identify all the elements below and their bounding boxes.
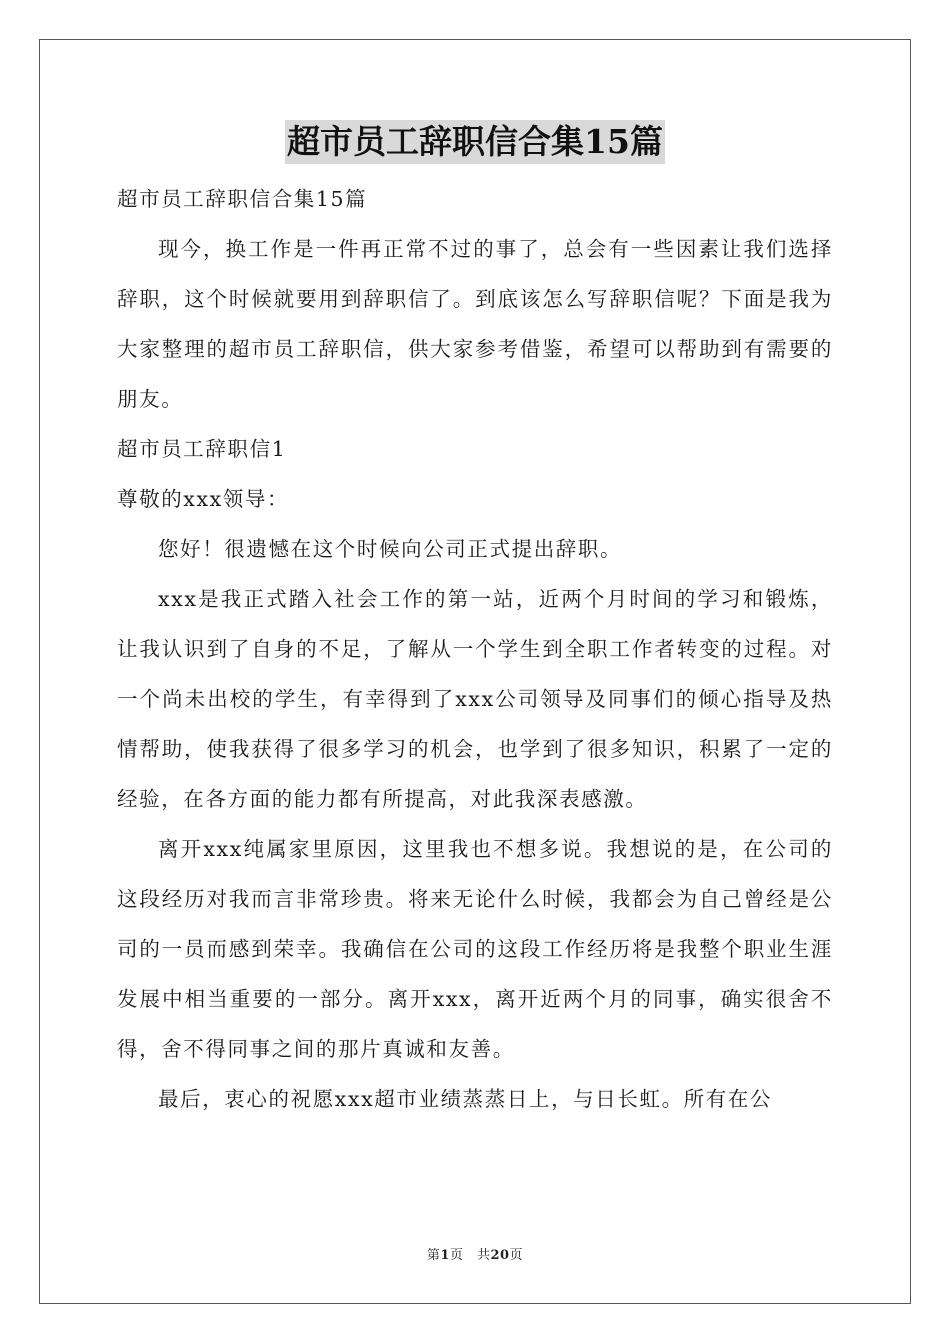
footer-prefix: 第 (426, 1248, 441, 1263)
paragraph-body-2: 离开xxx纯属家里原因，这里我也不想多说。我想说的是，在公司的这段经历对我而言非常珍贵。将来无论什么时候，我都会为自己曾经是公司的一员而感到荣幸。我确信在公司的这段工作经历将是我整个职业生涯发展中相当重要的一部分。离开xxx，离开近两个月的同事，确实很舍不得，舍不得同事之间的那片真诚和友善。 (117, 837, 833, 1061)
paragraph-body-3: 最后，衷心的祝愿xxx超市业绩蒸蒸日上，与日长虹。所有在公 (158, 1087, 773, 1111)
document-title: 超市员工辞职信合集15篇 (285, 120, 665, 164)
paragraph-greeting: 您好！很遗憾在这个时候向公司正式提出辞职。 (158, 537, 623, 561)
paragraph-letter-heading: 超市员工辞职信1 (117, 437, 287, 461)
footer-total-pages: 20 (490, 1248, 510, 1263)
paragraph-body-1: xxx是我正式踏入社会工作的第一站，近两个月时间的学习和锻炼，让我认识到了自身的不足，了解从一个学生到全职工作者转变的过程。对一个尚未出校的学生，有幸得到了xxx公司领导及同事们的倾心指导及热情帮助，使我获得了很多学习的机会，也学到了很多知识，积累了一定的经验，在各方面的能力都有所提高，对此我深表感激。 (117, 587, 833, 811)
footer-mid: 页 共 (449, 1248, 491, 1263)
footer-current-page: 1 (440, 1248, 450, 1263)
paragraph-subtitle: 超市员工辞职信合集15篇 (117, 187, 368, 211)
paragraph-intro: 现今，换工作是一件再正常不过的事了，总会有一些因素让我们选择辞职，这个时候就要用到辞职信了。到底该怎么写辞职信呢？下面是我为大家整理的超市员工辞职信，供大家参考借鉴，希望可以帮助到有需要的朋友。 (117, 237, 833, 411)
document-body (117, 174, 833, 1124)
page-footer (0, 1244, 950, 1263)
footer-suffix: 页 (509, 1248, 524, 1263)
paragraph-salutation: 尊敬的xxx领导： (117, 487, 290, 511)
title-container (0, 120, 950, 164)
